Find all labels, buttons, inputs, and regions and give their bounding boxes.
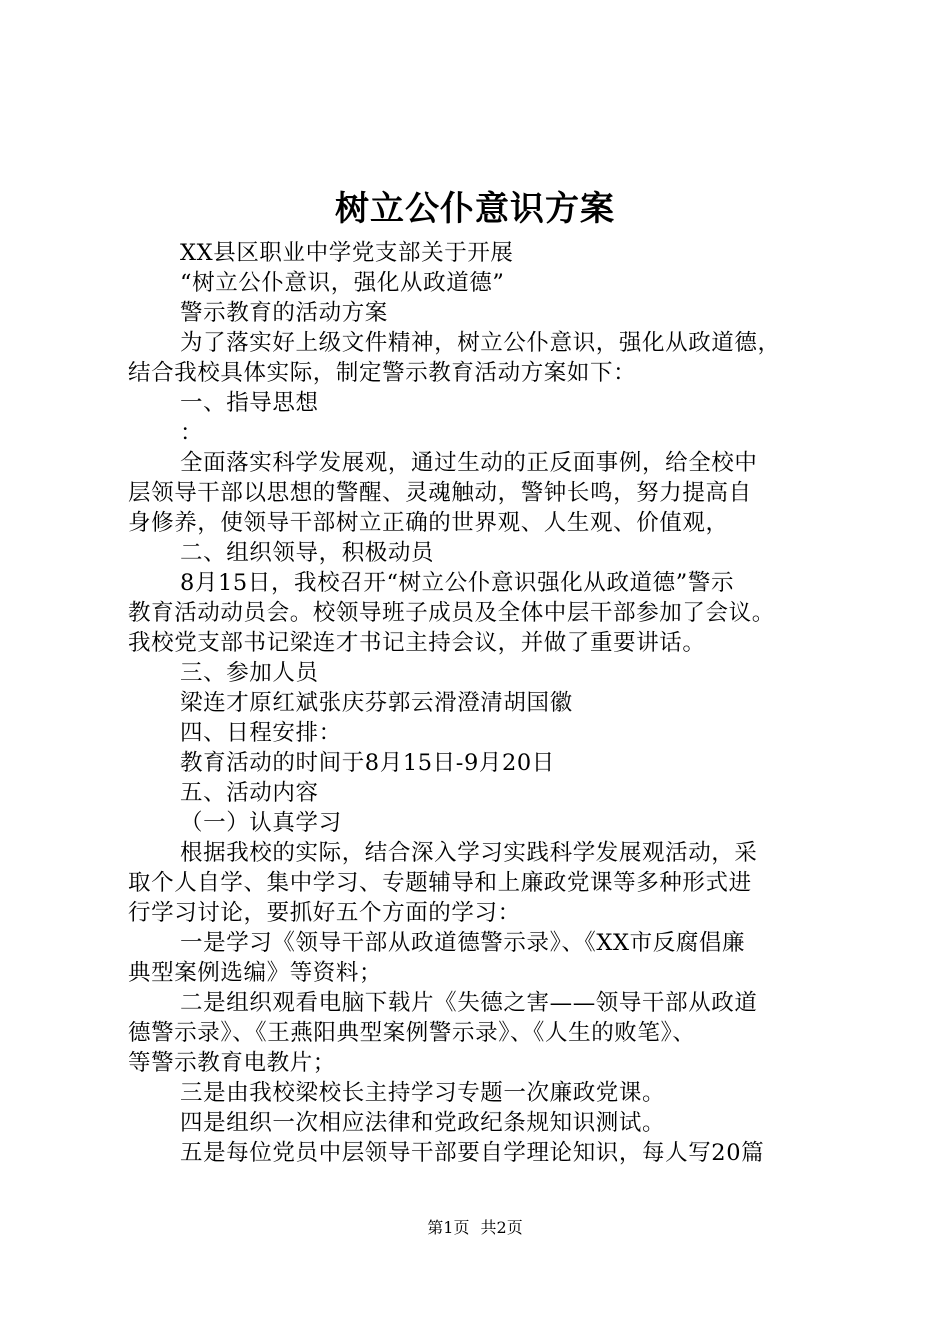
body-line: 三、参加人员 (180, 660, 319, 686)
body-line: 教育活动的时间于8月15日-9月20日 (180, 750, 555, 776)
body-line: 二是组织观看电脑下载片《失德之害——领导干部从政道 (180, 990, 758, 1016)
body-line: 我校党支部书记梁连才书记主持会议，并做了重要讲话。 (128, 630, 706, 656)
body-line: 身修养，使领导干部树立正确的世界观、人生观、价值观， (128, 510, 729, 536)
body-line: 五、活动内容 (180, 780, 319, 806)
body-line: 德警示录》、《王燕阳典型案例警示录》、《人生的败笔》、 (128, 1020, 696, 1046)
body-line: 层领导干部以思想的警醒、灵魂触动，警钟长鸣，努力提高自 (128, 480, 752, 506)
body-line: 二、组织领导，积极动员 (180, 540, 435, 566)
page-number: 第1页 (427, 1218, 470, 1237)
body-line: 四、日程安排： (180, 720, 342, 746)
body-line: 一、指导思想 (180, 390, 319, 416)
body-line: ： (180, 420, 204, 446)
body-line: （一）认真学习 (180, 810, 342, 836)
body-line: 等警示教育电教片； (128, 1050, 336, 1076)
body-line: 根据我校的实际，结合深入学习实践科学发展观活动，采 (180, 840, 758, 866)
body-line: 梁连才原红斌张庆芬郭云滑澄清胡国徽 (180, 690, 573, 716)
page-total: 共2页 (480, 1218, 523, 1237)
body-line: 结合我校具体实际，制定警示教育活动方案如下： (128, 360, 637, 386)
body-line: 四是组织一次相应法律和党政纪条规知识测试。 (180, 1110, 666, 1136)
body-line: 8月15日，我校召开“树立公仆意识强化从政道德”警示 (180, 570, 735, 596)
body-line: 取个人自学、集中学习、专题辅导和上廉政党课等多种形式进 (128, 870, 752, 896)
body-line: 教育活动动员会。校领导班子成员及全体中层干部参加了会议。 (128, 600, 775, 626)
body-line: XX县区职业中学党支部关于开展 (180, 240, 514, 266)
body-line: 行学习讨论，要抓好五个方面的学习： (128, 900, 521, 926)
body-line: “树立公仆意识，强化从政道德” (180, 270, 505, 296)
body-line: 五是每位党员中层领导干部要自学理论知识，每人写20篇 (180, 1140, 765, 1166)
document-title: 树立公仆意识方案 (335, 189, 615, 229)
body-line: 全面落实科学发展观，通过生动的正反面事例，给全校中 (180, 450, 758, 476)
body-line: 警示教育的活动方案 (180, 300, 388, 326)
body-line: 三是由我校梁校长主持学习专题一次廉政党课。 (180, 1080, 666, 1106)
body-line: 典型案例选编》等资料； (128, 960, 383, 986)
document-body (128, 238, 848, 1168)
page-footer (0, 1216, 950, 1240)
body-line: 为了落实好上级文件精神，树立公仆意识，强化从政道德， (180, 330, 781, 356)
body-line: 一是学习《领导干部从政道德警示录》、《XX市反腐倡廉 (180, 930, 746, 956)
